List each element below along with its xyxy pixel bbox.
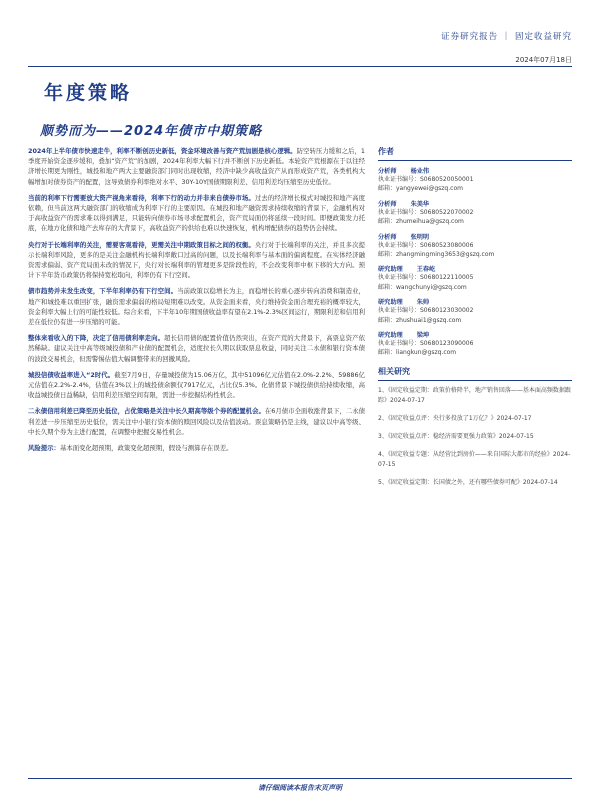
analyst-entry: 分析师 朱美华 执业证书编号：S0680522070002 邮箱：zhumeihua@gszq.com xyxy=(378,199,572,227)
analyst-entry: 研究助理 梁坤 执业证书编号：S0680123090006 邮箱：liangkun@gszq.com xyxy=(378,330,572,358)
footer-divider xyxy=(28,778,572,779)
analyst-entry: 研究助理 王春屹 执业证书编号：S0680122110005 邮箱：wangchunyi@gszq.com xyxy=(378,264,572,292)
analyst-entry: 分析师 杨业伟 执业证书编号：S0680520050001 邮箱：yangyewei@gszq.com xyxy=(378,166,572,194)
report-type: 年度策略 xyxy=(44,82,133,104)
summary-paragraph: 当前的利率下行需要放大资产视角来看待，利率下行的动力并非来自债券市场。过去的经济增长模式对城投和地产高度依赖，但当前这两大融资部门的收缩成为利率下行的主要原因。在城投和地产融资需求持续收缩的背景下，金融机构对于高收益资产的需求难以得到满足，只能转向债券市场寻求配置机会，资产荒局面仍将延续一段时间。即便政策发力托底，在地方化债和地产去库存的大背景下，高收益资产的供给也难以快速恢复，机构增配债券的趋势仍会持续。 xyxy=(28,193,366,233)
related-report-link[interactable]: 3、《固定收益点评：稳经济需要更强力政策》2024-07-15 xyxy=(378,432,534,440)
summary-column xyxy=(28,146,365,459)
summary-paragraph: 2024年上半年债市快速走牛，利率不断创历史新低，资金环境改善与资产荒加剧是核心逻辑。防空转压力缓和之后，1季度开始资金逐步缓和，叠加“资产荒”的加剧，2024年利率大幅下行并不断创下历史新低。本轮资产荒根源在于以往经济增长期更为刚性，城投和地产两大主要融资部门同时出现收缩，经济中缺少高收益资产从而形成资产荒，各类机构大幅增加对债券资产的配置，这导致债券利率绝对水平、30Y-10Y国债期限利差、信用利差均压缩至历史低位。 xyxy=(28,147,365,186)
analyst-email[interactable]: 邮箱：zhushuai1@gszq.com xyxy=(378,316,462,324)
related-report-link[interactable]: 4、《固定收益专题：从经营比到房价——来自国际大都市的经验》2024-07-15 xyxy=(378,450,571,468)
analyst-email[interactable]: 邮箱：yangyewei@gszq.com xyxy=(378,185,463,193)
related-research-heading: 相关研究 xyxy=(378,366,572,381)
summary-paragraph: 债市趋势并未发生改变，下半年利率仍有下行空间。当前政策以稳增长为主，而稳增长的重心逐步转向消费和制造业，地产和城投难以重回扩张，融资需求偏弱的格局短期难以改变。从资金面来看，央行维持资金面合理充裕的概率较大，资金利率大幅上行的可能性较低。综合来看，下半年10年期国债收益率有望在2.1%-2.3%区间运行，期限利差和信用利差在低位仍有进一步压缩的可能。 xyxy=(28,287,366,327)
analyst-entry: 分析师 张明明 执业证书编号：S0680523080006 邮箱：zhangmingming3653@gszq.com xyxy=(378,232,572,260)
header-divider xyxy=(28,66,572,67)
related-report-link[interactable]: 2、《固定收益点评：央行多投放了1万亿？》2024-07-17 xyxy=(378,414,532,422)
summary-paragraph: 央行对于长端利率的关注，需要客观看待，更需关注中期政策目标之间的权衡。央行对于长端利率的关注，并且多次提示长端利率风险，更多的是关注金融机构长端利率敞口过高的问题，以及长端利率与基本面的偏离程度。在实体经济融资需求偏弱、资产荒局面未改的情况下，央行对长端利率的管理更多是阶段性的，不会改变利率中枢下移的大方向。预计下半年货币政策仍将保持宽松取向，利率仍有下行空间。 xyxy=(28,240,366,280)
summary-paragraph: 二永债信用利差已降至历史低位，占优策略是关注中长久期高等级个券的配置机会。在6月债市全面收涨背景下，二永债利差进一步压缩至历史低位，需关注中小银行资本债的赎回风险以及估值波动。票息策略仍是主线，建议以中高等级、中长久期个券为主进行配置，在调整中把握交易性机会。 xyxy=(28,407,365,436)
summary-paragraph: 城投信债收益率进入“2时代。截至7月9日，存量城投债为15.06万亿，其中51096亿元估值在2.0%-2.2%、59886亿元估值在2.2%-2.4%，估值在3%以上的城投债余额仅7917亿元，占比仅5.3%。化债背景下城投债供给持续收缩，高收益城投债日益稀缺，信用利差压缩空间有限，需进一步挖掘结构性机会。 xyxy=(28,370,365,400)
analyst-email[interactable]: 邮箱：zhangmingming3653@gszq.com xyxy=(378,251,495,259)
sidebar xyxy=(378,146,572,496)
analyst-email[interactable]: 邮箱：liangkun@gszq.com xyxy=(378,349,457,357)
analyst-email[interactable]: 邮箱：zhumeihua@gszq.com xyxy=(378,218,464,226)
page-title: 顺势而为——2024年债市中期策略 xyxy=(40,124,263,139)
analyst-entry: 研究助理 朱帅 执业证书编号：S0680123030002 邮箱：zhushuai1@gszq.com xyxy=(378,297,572,325)
report-header xyxy=(441,30,572,65)
risk-warning: 风险提示：基本面变化超预期，政策变化超预期，假设与测算存在误差。 xyxy=(28,444,233,453)
related-report-link[interactable]: 5、《固定收益定期：长国债之外，还有哪些债券可配》2024-07-14 xyxy=(378,478,558,486)
footer-disclaimer: 请仔细阅读本报告末页声明 xyxy=(258,784,342,792)
authors-heading: 作者 xyxy=(378,146,572,161)
summary-paragraph: 整体来看收入的下降，决定了信用债利率走向。超长信用债的配置价值仍然突出，在资产荒的大背景下，高票息资产依然稀缺。建议关注中高等级城投债和产业债的配置机会，适度拉长久期以获取票息收益，同时关注二永债和银行资本债的波段交易机会，但需警惕估值大幅调整带来的回撤风险。 xyxy=(28,334,366,363)
report-category: 证券研究报告 ｜ 固定收益研究 xyxy=(441,32,572,42)
report-date: 2024年07月18日 xyxy=(515,56,572,64)
related-report-link[interactable]: 1、《固定收益定期：政策价格降半，地产销售回落——基本面高频数据跟踪》2024-07-17 xyxy=(378,386,571,404)
analyst-email[interactable]: 邮箱：wangchunyi@gszq.com xyxy=(378,283,467,291)
